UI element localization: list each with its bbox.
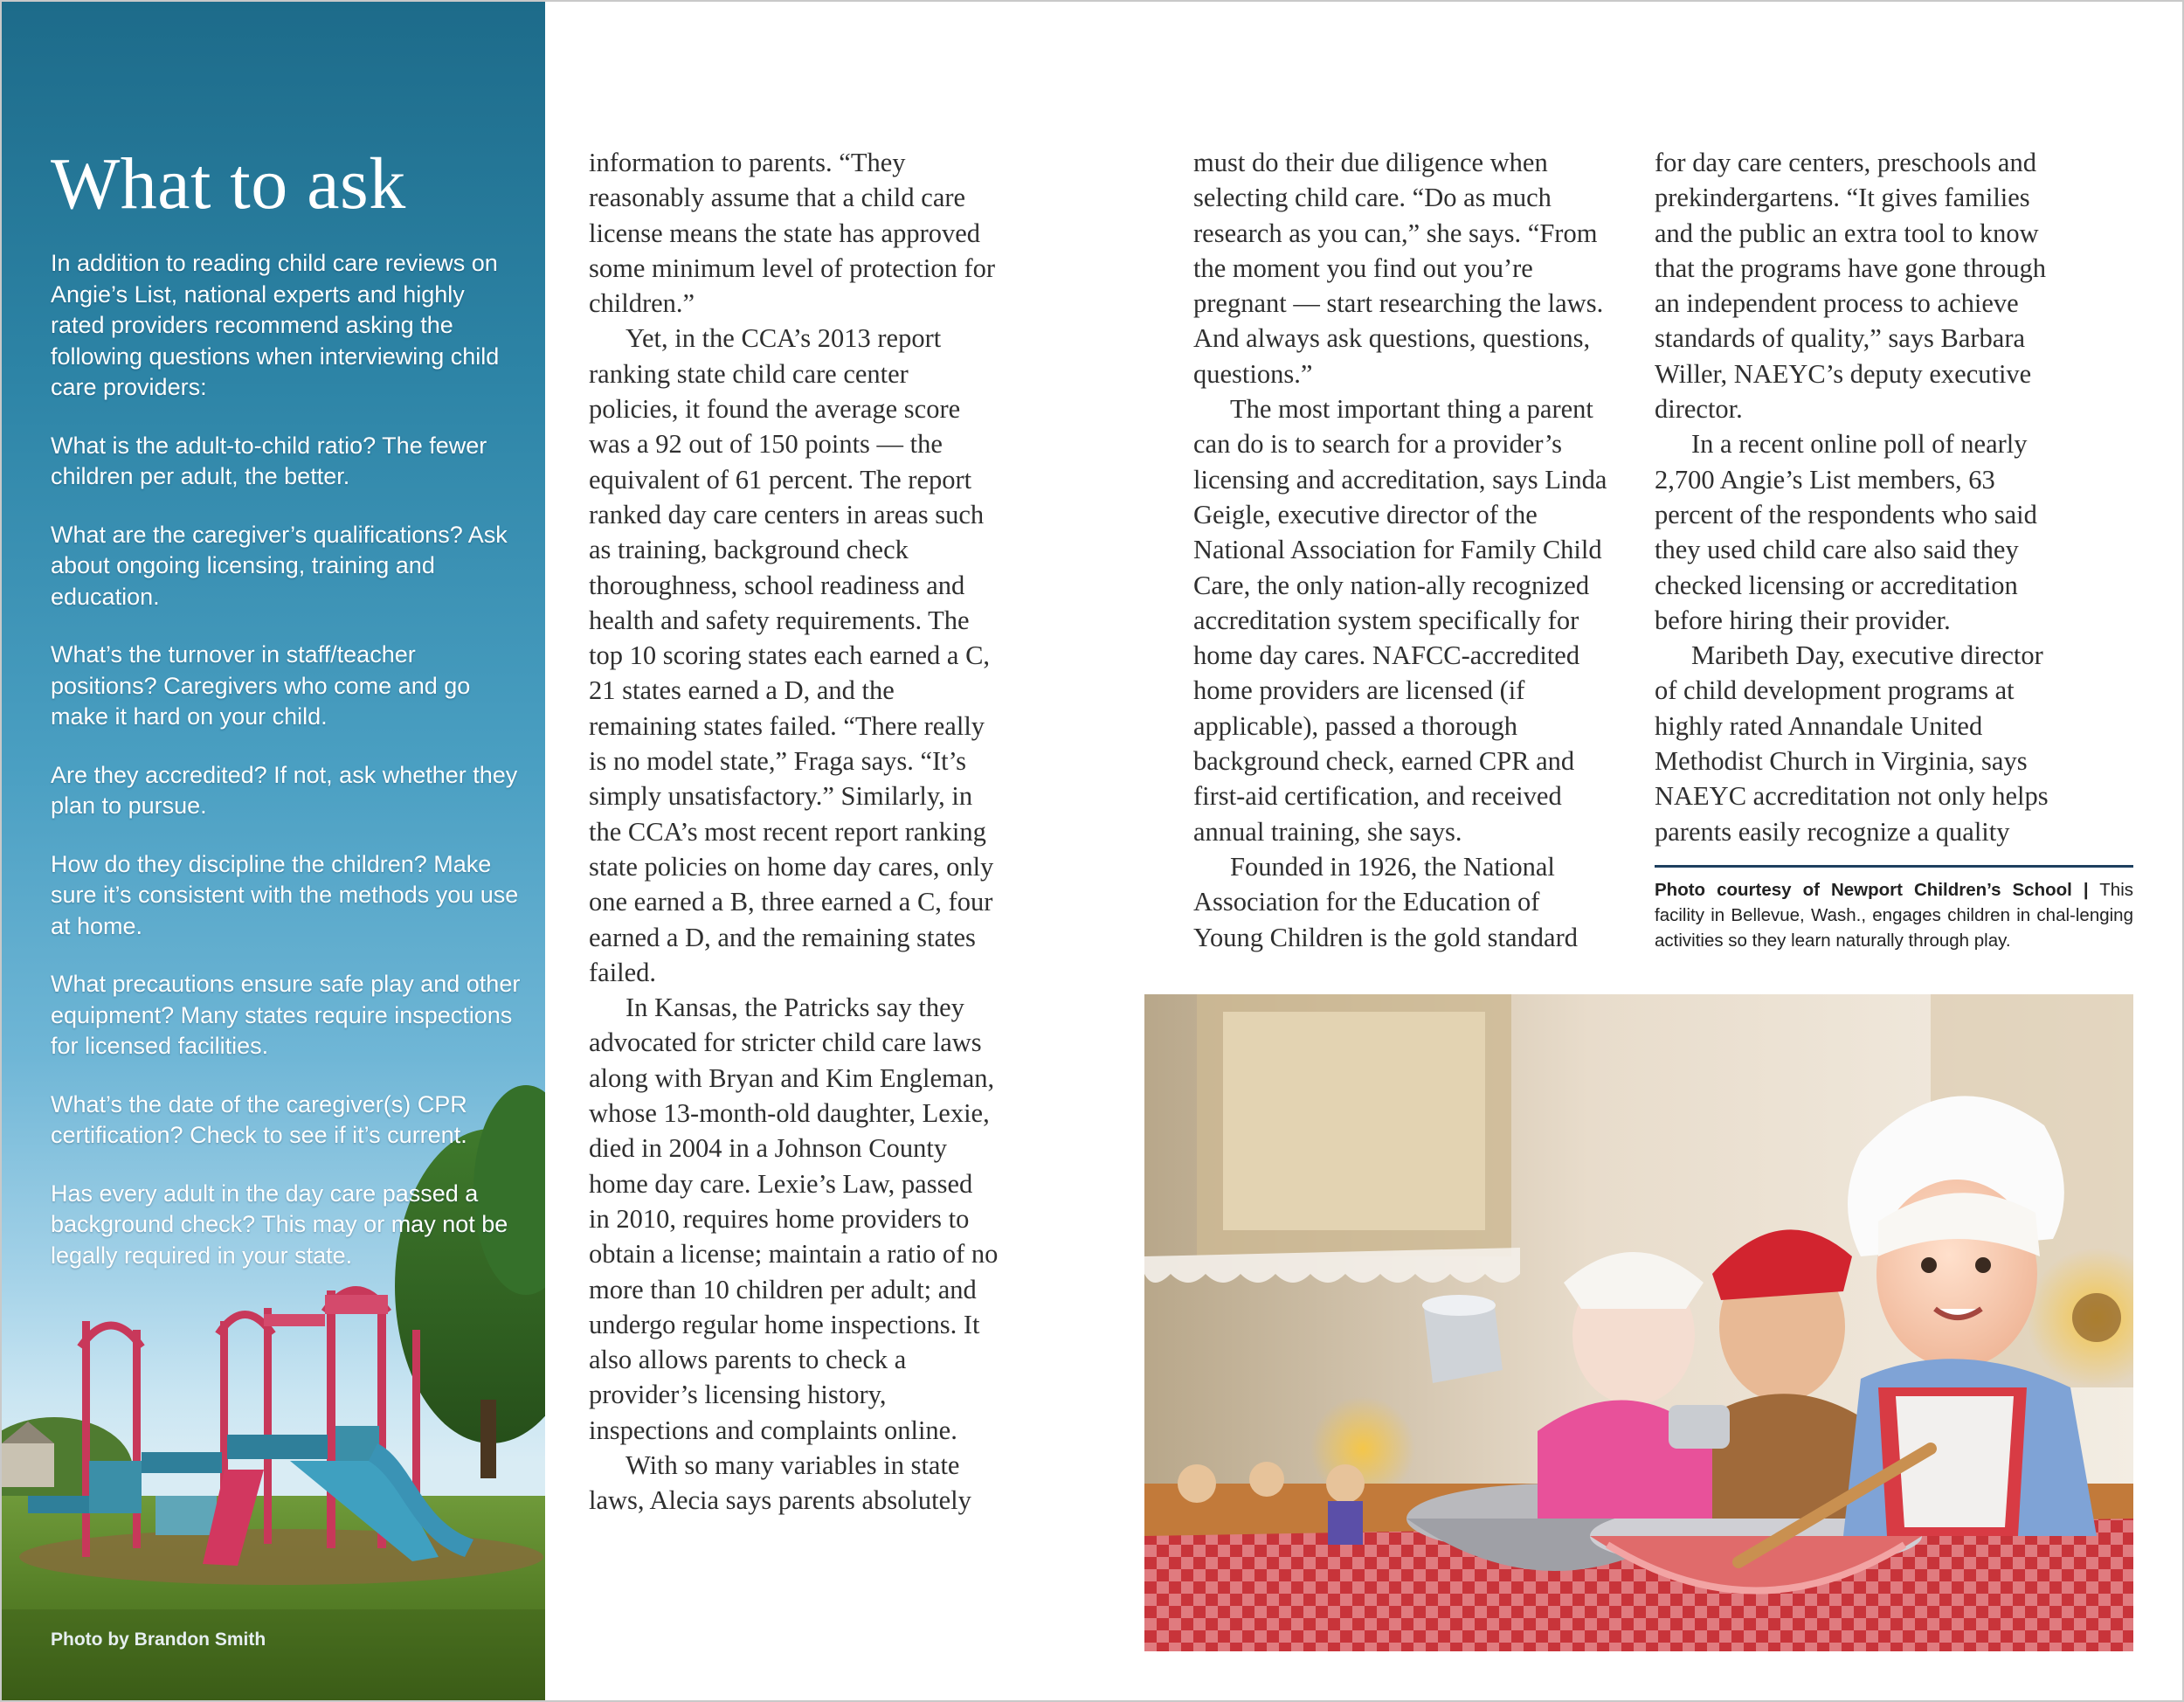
photo-caption bbox=[1655, 877, 2133, 953]
sidebar-what-to-ask bbox=[2, 2, 545, 1700]
sidebar-intro: In addition to reading child care reviews on Angie’s List, national experts and highly rated providers recommend asking the following questions when interviewing child care providers: bbox=[51, 250, 500, 400]
article-paragraph: In a recent online poll of nearly 2,700 Angie’s List members, 63 percent of the respondents who said they used child care also said they checked licensing or accreditation before hiring their provider. bbox=[1655, 429, 2037, 635]
question-item: Has every adult in the day care passed a background check? This may or may not be legally required in your state. bbox=[51, 1180, 508, 1269]
question-item: What are the caregiver’s qualifications? Ask about ongoing licensing, training and education. bbox=[51, 521, 508, 610]
article-column-1 bbox=[589, 145, 999, 1519]
sidebar-questions bbox=[51, 248, 522, 1298]
sidebar-photo-credit: Photo by Brandon Smith bbox=[51, 1629, 266, 1650]
article-paragraph: for day care centers, preschools and prekindergartens. “It gives families and the public an extra tool to know that the programs have gone through an independent process to achieve standards of quality,” says Barbara Willer, NAEYC’s deputy executive director. bbox=[1655, 148, 2047, 425]
article-paragraph: Yet, in the CCA’s 2013 report ranking state child care center policies, it found the average score was a 92 out of 150 points — the equivalent of 61 percent. The report ranked day care centers in areas such as training, background check thoroughness, school readiness and health and safety requirements. The top 10 scoring states each earned a C, 21 states earned a D, and the remaining states failed. “There really is no model state,” Fraga says. “It’s simply unsatisfactory.” Similarly, in the CCA’s most recent report ranking state policies on home day cares, only one earned a B, three earned a C, four earned a D, and the remaining states failed. bbox=[589, 323, 994, 987]
sidebar-title: What to ask bbox=[51, 143, 406, 225]
question-item: What precautions ensure safe play and other equipment? Many states require inspections for licensed facilities. bbox=[51, 971, 521, 1059]
question-item: Are they accredited? If not, ask whether they plan to pursue. bbox=[51, 761, 518, 819]
caption-rule bbox=[1655, 865, 2133, 868]
children-cooking-photo bbox=[1144, 994, 2133, 1651]
question-item: How do they discipline the children? Make sure it’s consistent with the methods you use at home. bbox=[51, 850, 519, 939]
question-item: What’s the date of the caregiver(s) CPR certification? Check to see if it’s current. bbox=[51, 1090, 467, 1148]
article-paragraph: information to parents. “They reasonably assume that a child care license means the state has approved some minimum level of protection for children.” bbox=[589, 148, 996, 319]
article-paragraph: Maribeth Day, executive director of child development programs at highly rated Annandale United Methodist Church in Virginia, says NAEYC accreditation not only helps parents easily recognize a quality bbox=[1655, 640, 2049, 847]
article-paragraph: Founded in 1926, the National Association for the Education of Young Children is the gold standard bbox=[1193, 851, 1578, 952]
article-paragraph: must do their due diligence when selecting child care. “Do as much research as you can,” she says. “From the moment you find out you’re pregnant — start researching the laws. And always ask questions, questions, questions.” bbox=[1193, 148, 1604, 389]
question-item: What’s the turnover in staff/teacher positions? Caregivers who come and go make it hard on your child. bbox=[51, 641, 471, 730]
article-column-2 bbox=[1193, 145, 1613, 955]
question-item: What is the adult-to-child ratio? The fewer children per adult, the better. bbox=[51, 432, 487, 489]
article-paragraph: The most important thing a parent can do is to search for a provider’s licensing and accreditation, says Linda Geigle, executive director of the National Association for Family Child Care, the only nation-ally recognized accreditation system specifically for home day cares. NAFCC-accredited home providers are licensed (if applicable), passed a thorough background check, earned CPR and first-aid certification, and received annual training, she says. bbox=[1193, 394, 1607, 847]
article-column-3 bbox=[1655, 145, 2056, 849]
article-paragraph: With so many variables in state laws, Alecia says parents absolutely bbox=[589, 1449, 971, 1516]
caption-credit: Photo courtesy of Newport Children’s School | bbox=[1655, 880, 2089, 900]
article-paragraph: In Kansas, the Patricks say they advocated for stricter child care laws along with Bryan and Kim Engleman, whose 13-month-old daughter, Lexie, died in 2004 in a Johnson County home day care. Lexie’s Law, passed in 2010, requires home providers to obtain a license; maintain a ratio of no more than 10 children per adult; and undergo regular home inspections. It also allows parents to check a provider’s licensing history, inspections and complaints online. bbox=[589, 993, 999, 1445]
caption-text: This facility in Bellevue, Wash., engages children in chal-lenging activities so they learn naturally through play. bbox=[1655, 880, 2133, 951]
